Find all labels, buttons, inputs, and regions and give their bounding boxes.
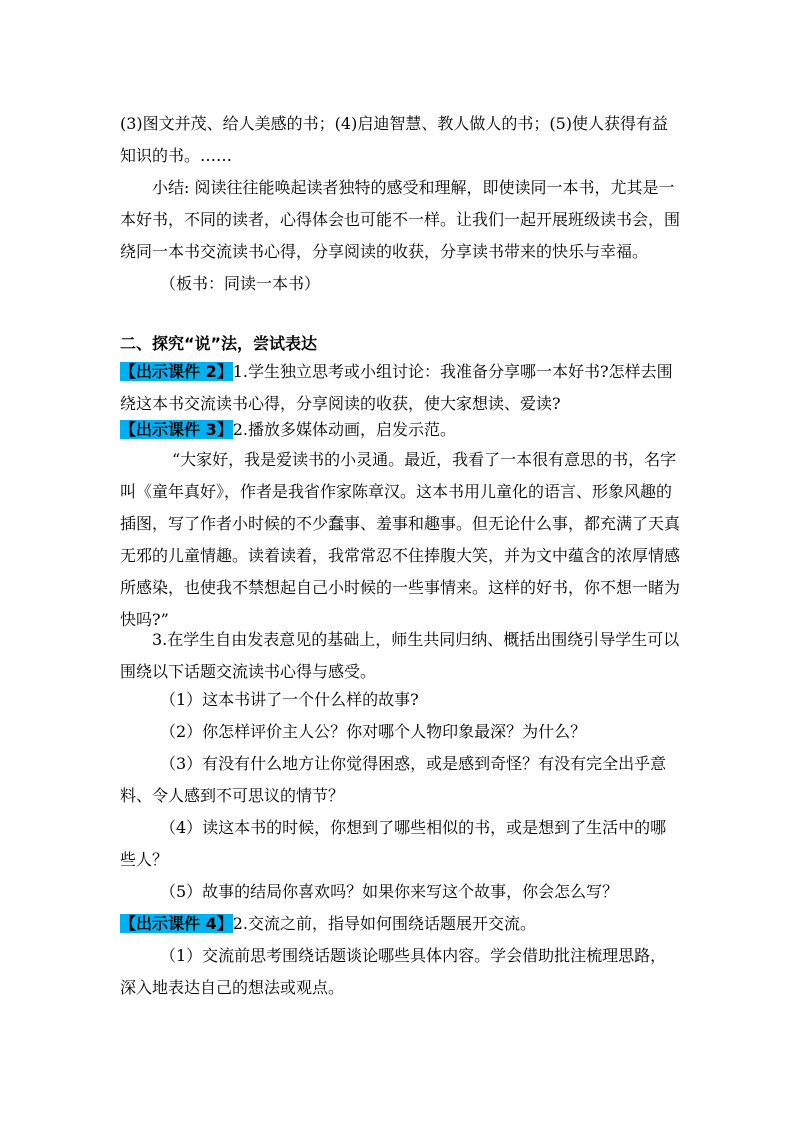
paragraph-slide-3 — [120, 414, 680, 446]
question-5: （5）故事的结局你喜欢吗？如果你来写这个故事，你会怎么写？ — [160, 882, 619, 901]
question-4: （4）读这本书的时候，你想到了哪些相似的书，或是想到了生活中的哪些人？ — [120, 818, 667, 869]
slide-tag-4: 【出示课件 4】 — [120, 914, 233, 933]
paragraph-prep: （1）交流前思考围绕话题谈论哪些具体内容。学会借助批注梳理思路，深入地表达自己的想法或观点。 — [120, 946, 667, 997]
paragraph-book-types: (3)图文并茂、给人美感的书；(4)启迪智慧、教人做人的书；(5)使人获得有益知识的书。…… — [120, 114, 668, 165]
paragraph-slide-2-text: 1.学生独立思考或小组讨论：我准备分享哪一本好书?怎样去围绕这本书交流读书心得，分享阅读的收获，使大家想读、爱读? — [120, 362, 673, 413]
paragraph-slide-2 — [120, 356, 680, 420]
question-3: （3）有没有什么地方让你觉得困惑，或是感到奇怪？有没有完全出乎意料、令人感到不可思议的情节？ — [120, 754, 667, 805]
slide-tag-3: 【出示课件 3】 — [120, 420, 233, 439]
paragraph-demo-quote: “大家好，我是爱读书的小灵通。最近，我看了一本很有意思的书，名字叫《童年真好》，作者是我省作家陈章汉。这本书用儿童化的语言、形象风趣的插图，写了作者小时候的不少蠢事、羞事和趣事。但无论什么事，都充满了天真无邪的儿童情趣。读着读着，我常常忍不住捧腹大笑，并为文中蕴含的浓厚情感所感染，也使我不禁想起自己小时候的一些事情来。这样的好书，你不想一睹为快吗?” — [120, 450, 681, 629]
paragraph-slide-4-text: 2.交流之前，指导如何围绕话题展开交流。 — [232, 914, 536, 933]
question-2: （2）你怎样评价主人公？你对哪个人物印象最深？为什么？ — [160, 722, 587, 741]
paragraph-slide-3-text: 2.播放多媒体动画，启发示范。 — [232, 420, 456, 439]
paragraph-topics-intro: 3.在学生自由发表意见的基础上，师生共同归纳、概括出围绕引导学生可以围绕以下话题交流读书心得与感受。 — [120, 630, 680, 681]
question-1: （1）这本书讲了一个什么样的故事? — [160, 690, 419, 709]
slide-tag-2: 【出示课件 2】 — [120, 362, 233, 381]
section-heading: 二、探究“说”法，尝试表达 — [120, 334, 318, 353]
paragraph-slide-4 — [120, 908, 680, 940]
paragraph-summary: 小结: 阅读往往能唤起读者独特的感受和理解，即使读同一本书，尤其是一本好书，不同的读者，心得体会也可能不一样。让我们一起开展班级读书会，围绕同一本书交流读书心得，分享阅读的收获，分享读书带来的快乐与幸福。 — [120, 178, 681, 261]
paragraph-board-note: （板书：同读一本书） — [160, 274, 321, 293]
